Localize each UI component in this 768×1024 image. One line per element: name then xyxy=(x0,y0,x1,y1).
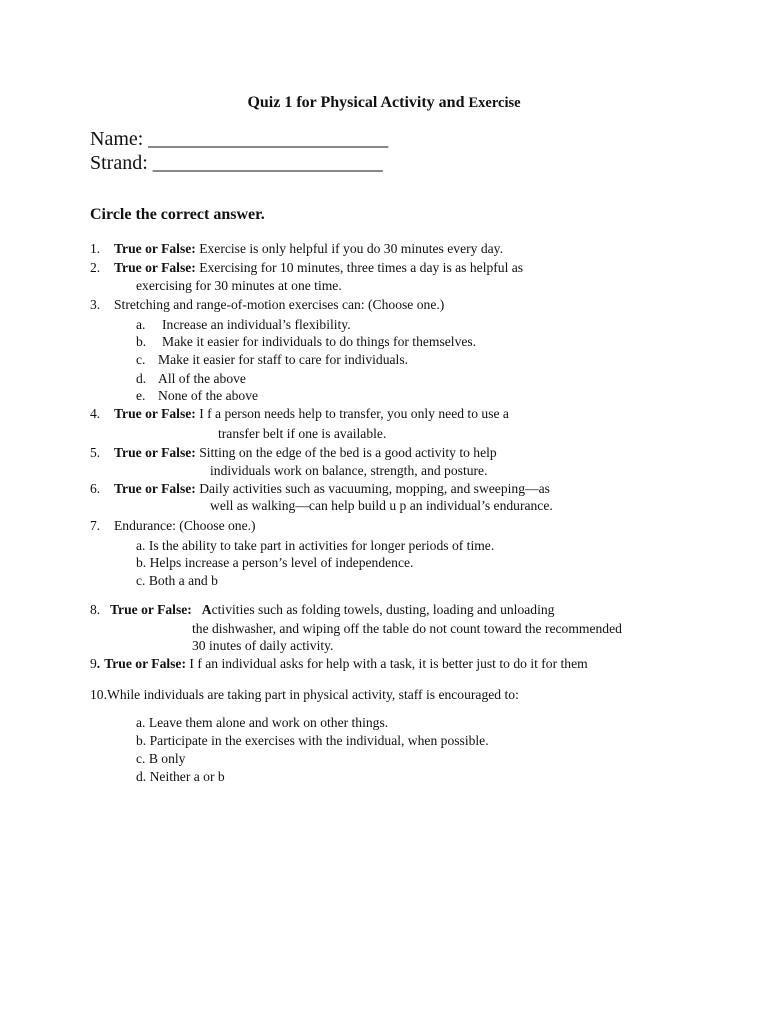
q9-number: 9 xyxy=(90,656,97,671)
q10-option-d: d. Neither a or b xyxy=(136,769,225,784)
question-1 xyxy=(90,240,503,257)
question-8 xyxy=(90,601,554,618)
instruction: Circle the correct answer. xyxy=(90,206,265,223)
q7-option-b: b. Helps increase a person’s level of independence. xyxy=(136,555,414,570)
q7-option-a: a. Is the ability to take part in activities for longer periods of time. xyxy=(136,538,495,553)
q3-option-a xyxy=(136,316,351,333)
q4-true-false: True or False: xyxy=(114,406,196,421)
q2-continuation: exercising for 30 minutes at one time. xyxy=(136,278,342,293)
q3-option-b-letter: b. xyxy=(136,334,147,349)
q3-option-d-letter: d. xyxy=(136,371,147,386)
q3-option-a-text: Increase an individual’s flexibility. xyxy=(162,317,351,332)
q3-option-e-letter: e. xyxy=(136,388,146,403)
q7-number: 7. xyxy=(90,518,101,533)
q9-dot: . xyxy=(96,656,101,671)
question-6 xyxy=(90,480,550,497)
q6-text: Daily activities such as vacuuming, mopping, and sweeping—as xyxy=(195,481,550,496)
q8-number: 8. xyxy=(90,602,101,617)
q3-text: Stretching and range-of-motion exercises can: (Choose one.) xyxy=(114,297,445,312)
question-7 xyxy=(90,517,256,534)
strand-field: Strand: _______________________ xyxy=(90,152,383,174)
q3-option-a-letter: a. xyxy=(136,317,146,332)
q5-number: 5. xyxy=(90,445,101,460)
q3-number: 3. xyxy=(90,297,101,312)
q2-text: Exercising for 10 minutes, three times a day is as helpful as xyxy=(195,260,524,275)
q6-number: 6. xyxy=(90,481,101,496)
question-2 xyxy=(90,259,523,276)
q10-option-c: c. B only xyxy=(136,751,186,766)
q5-text: Sitting on the edge of the bed is a good activity to help xyxy=(195,445,497,460)
q4-number: 4. xyxy=(90,406,101,421)
q2-number: 2. xyxy=(90,260,101,275)
question-5 xyxy=(90,444,497,461)
question-10: 10.While individuals are taking part in physical activity, staff is encouraged to: xyxy=(90,687,519,702)
q3-option-b-text: Make it easier for individuals to do things for themselves. xyxy=(162,334,477,349)
q3-option-b xyxy=(136,333,476,350)
q8-continuation-1: the dishwasher, and wiping off the table do not count toward the recommended xyxy=(192,621,622,636)
question-3 xyxy=(90,296,444,313)
q6-continuation: well as walking—can help build u p an individual’s endurance. xyxy=(210,498,553,513)
q3-option-e xyxy=(136,387,258,404)
q5-true-false: True or False: xyxy=(114,445,196,460)
q3-option-d-text: All of the above xyxy=(158,371,246,386)
q7-option-c: c. Both a and b xyxy=(136,573,218,588)
q8-text: ctivities such as folding towels, dusting, loading and unloading xyxy=(211,602,555,617)
q4-text: I f a person needs help to transfer, you only need to use a xyxy=(195,406,509,421)
q3-option-c-letter: c. xyxy=(136,352,146,367)
name-field: Name: ________________________ xyxy=(90,128,389,150)
q1-number: 1. xyxy=(90,241,101,256)
q1-true-false: True or False: xyxy=(114,241,196,256)
q2-true-false: True or False: xyxy=(114,260,196,275)
q5-continuation: individuals work on balance, strength, and posture. xyxy=(210,463,488,478)
q7-text: Endurance: (Choose one.) xyxy=(114,518,256,533)
q4-continuation: transfer belt if one is available. xyxy=(218,426,387,441)
question-4 xyxy=(90,405,509,422)
question-9 xyxy=(90,655,588,672)
q6-true-false: True or False: xyxy=(114,481,196,496)
q3-option-d xyxy=(136,370,246,387)
q9-true-false: True or False: xyxy=(104,656,186,671)
title-tail: Exercise xyxy=(468,95,521,111)
q9-text: I f an individual asks for help with a task, it is better just to do it for them xyxy=(186,656,588,671)
title-main: Quiz 1 for Physical Activity and xyxy=(247,94,465,111)
quiz-title xyxy=(0,94,768,112)
q8-true-false: True or False: xyxy=(110,602,192,617)
q3-option-c xyxy=(136,351,408,368)
q8-continuation-2: 30 inutes of daily activity. xyxy=(192,638,334,653)
q3-option-c-text: Make it easier for staff to care for individuals. xyxy=(158,352,409,367)
q10-option-a: a. Leave them alone and work on other things. xyxy=(136,715,389,730)
q10-option-b: b. Participate in the exercises with the individual, when possible. xyxy=(136,733,489,748)
q3-option-e-text: None of the above xyxy=(158,388,259,403)
q1-text: Exercise is only helpful if you do 30 minutes every day. xyxy=(195,241,503,256)
q8-lead-letter: A xyxy=(201,602,212,617)
